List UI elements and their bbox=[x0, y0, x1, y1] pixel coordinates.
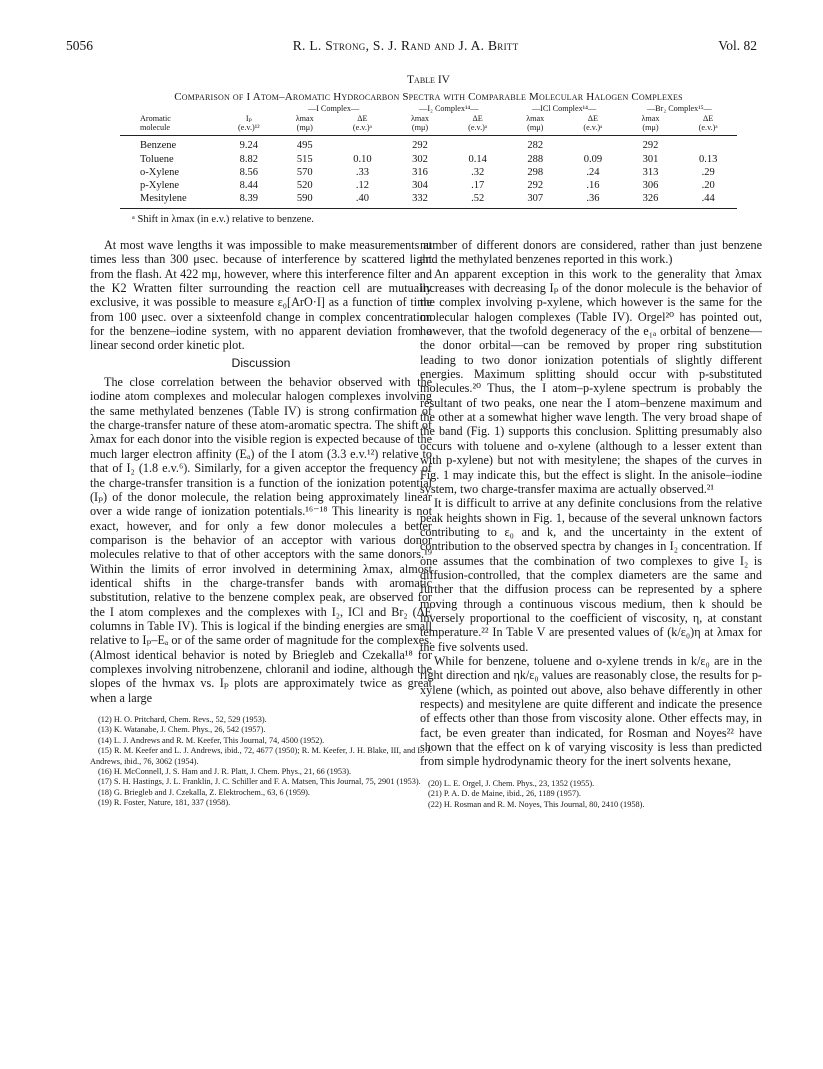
molecule-cell: Benzene bbox=[140, 140, 177, 152]
column-header: (e.v.)ᵃ bbox=[468, 122, 488, 132]
value-cell: .12 bbox=[355, 180, 369, 191]
value-cell: 520 bbox=[296, 180, 313, 191]
column-header: ΔE bbox=[587, 113, 599, 123]
value-cell bbox=[449, 136, 507, 153]
table-label: Table IV bbox=[407, 74, 450, 86]
column-header: (e.v.)¹² bbox=[237, 122, 260, 132]
value-cell bbox=[564, 136, 622, 153]
running-authors: R. L. Strong, S. J. Rand and J. A. Britt bbox=[292, 38, 519, 53]
column-header: (e.v.)ᵃ bbox=[352, 122, 372, 132]
value-cell: 304 bbox=[412, 180, 428, 191]
value-cell: 0.09 bbox=[583, 153, 603, 165]
value-cell: 282 bbox=[527, 140, 544, 152]
column-header: (mμ) bbox=[411, 122, 429, 132]
group-header: —ICl Complex¹⁴— bbox=[531, 104, 597, 113]
reference-item: (17) S. H. Hastings, J. L. Franklin, J. C. Schiller and F. A. Matsen, This Journal, 75, 2901 (1953). bbox=[98, 777, 421, 787]
body-paragraph: At most wave lengths it was impossible to make measurements at times less than 300 μsec. because of interference by scattered light from the flash. At 422 mμ, however, where this interference filter and the K2 Wratten filter surrounding the reaction cell are mutually exclusive, it was possible to measure ε₀[ArO·I] as a function of time from 100 μsec. over a sixteenfold change in complex concentration for the benzene–iodine system, with no apparent deviation from a linear second order kinetic plot. bbox=[90, 238, 432, 353]
value-cell bbox=[679, 136, 737, 153]
column-header: ΔE bbox=[357, 113, 368, 123]
body-paragraph: number of different donors are considered, rather than just benzene and the methylated benzenes reported in this work.) bbox=[420, 238, 762, 267]
value-cell: 515 bbox=[296, 153, 313, 165]
value-cell: 9.24 bbox=[239, 140, 258, 152]
column-header: λmax bbox=[641, 113, 660, 123]
reference-item: (20) L. E. Orgel, J. Chem. Phys., 23, 1352 (1955). bbox=[428, 778, 595, 788]
value-cell: .29 bbox=[701, 166, 715, 178]
table-iv bbox=[120, 74, 737, 225]
value-cell: 301 bbox=[642, 153, 659, 165]
value-cell bbox=[334, 136, 392, 153]
value-cell: 307 bbox=[527, 193, 544, 205]
body-paragraph: The close correlation between the behavior observed with the iodine atom complexes and molecular halogen complexes involving the same methylated benzenes (Table IV) is strong confirmation of the charge-transfer nature of these atom-aromatic spectra. The shift of λmax for each donor into the visible region is expected because of the much larger electron affinity (Eₐ) of the I atom (3.3 e.v.¹²) relative to that of I₂ (1.8 e.v.⁶). Similarly, for a given acceptor the frequency of the charge-transfer transition is a function of the ionization potential (Iₚ) of the donor molecule, the relation being approximately linear over a wide range of ionization potentials.¹⁶⁻¹⁸ This linearity is not exact, however, and for only a few donor molecules a better comparison is the behavior of an acceptor with various donor molecules relative to that of other acceptors with the same donors.¹⁹ Within the limits of error involved in determining λmax, almost identical shifts in the charge-transfer bands with aromatic substitution, relative to the benzene complex peak, are observed for the I atom complexes and the complexes with I₂, ICl and Br₂ (ΔE columns in Table IV). This is logical if the binding energies are small relative to Iₚ–Eₐ or of the same order of magnitude for the complexes. (Almost identical behavior is noted by Briegleb and Czekalla¹⁸ for complexes involving nitrobenzene, chloranil and iodine, although the slopes of the hνmax vs. Iₚ plots are approximately twice as great when a large bbox=[90, 375, 432, 705]
column-header: ΔE bbox=[472, 113, 483, 123]
value-cell: 8.82 bbox=[239, 153, 258, 165]
section-heading: Discussion bbox=[231, 355, 291, 370]
column-header: (mμ) bbox=[296, 122, 313, 132]
table-footnote: ᵃ Shift in λmax (in e.v.) relative to benzene. bbox=[132, 214, 314, 226]
value-cell: 495 bbox=[296, 140, 313, 152]
value-cell: .17 bbox=[471, 180, 485, 191]
group-header: —I Complex— bbox=[307, 104, 360, 113]
reference-item: (16) H. McConnell, J. S. Ham and J. R. Platt, J. Chem. Phys., 21, 66 (1953). bbox=[98, 767, 352, 777]
body-paragraph: While for benzene, toluene and o-xylene trends in k/ε₀ are in the right direction and ηk/ε₀ values are reasonably close, the results for p-xylene (which, as pointed out above, also behave differently in other respects) and mesitylene are quite different and indicate the presence of effects other than those from viscosity alone. Other effects may, in fact, be even greater than indicated, for Rosman and Noyes²² have shown that the effect on k of varying viscosity is less than predicted from simple hydrodynamic theory for the inert solvents hexane, bbox=[420, 653, 762, 769]
table-row bbox=[120, 166, 737, 179]
value-cell: 288 bbox=[527, 153, 544, 165]
value-cell: 332 bbox=[412, 193, 428, 205]
value-cell: 316 bbox=[412, 166, 428, 178]
value-cell: 590 bbox=[296, 193, 313, 205]
value-cell: 0.10 bbox=[353, 153, 372, 165]
value-cell: 302 bbox=[412, 153, 428, 165]
reference-item: (22) H. Rosman and R. M. Noyes, This Journal, 80, 2410 (1958). bbox=[428, 799, 645, 809]
column-header: λmax bbox=[526, 113, 545, 123]
reference-item: (21) P. A. D. de Maine, ibid., 26, 1189 (1957). bbox=[428, 789, 581, 799]
value-cell: 298 bbox=[527, 166, 544, 178]
value-cell: .16 bbox=[586, 180, 600, 191]
column-header: (mμ) bbox=[527, 122, 544, 132]
column-header: ΔE bbox=[703, 113, 714, 123]
column-header: (e.v.)ᵃ bbox=[698, 122, 718, 132]
column-header: Aromatic bbox=[140, 113, 171, 123]
value-cell: .52 bbox=[471, 193, 485, 205]
value-cell: .32 bbox=[471, 166, 485, 178]
column-header: (mμ) bbox=[642, 122, 659, 132]
table-row bbox=[120, 153, 737, 166]
value-cell: 313 bbox=[642, 166, 659, 178]
value-cell: 292 bbox=[412, 140, 428, 152]
right-column bbox=[420, 238, 762, 810]
value-cell: 8.56 bbox=[239, 166, 258, 178]
column-header: λmax bbox=[410, 113, 430, 123]
reference-item: (15) R. M. Keefer and L. J. Andrews, ibid., 72, 4677 (1950); R. M. Keefer, J. H. Blake, III, and L. J. Andrews, ibid., 76, 3062 (1954). bbox=[90, 746, 432, 766]
group-header: —I₂ Complex¹⁴— bbox=[419, 104, 479, 113]
table-row bbox=[120, 179, 737, 192]
value-cell: .20 bbox=[701, 180, 715, 191]
left-column bbox=[90, 238, 432, 809]
value-cell: 0.14 bbox=[468, 153, 487, 165]
reference-list bbox=[90, 715, 432, 809]
value-cell: 326 bbox=[642, 193, 659, 205]
column-header: (e.v.)ᵃ bbox=[583, 122, 603, 132]
value-cell: 8.44 bbox=[239, 180, 258, 191]
column-header: Iₚ bbox=[245, 113, 252, 123]
reference-item: (12) H. O. Pritchard, Chem. Revs., 52, 529 (1953). bbox=[98, 715, 267, 724]
body-paragraph: An apparent exception in this work to the generality that λmax increases with decreasing Iₚ of the donor molecule is the behavior of the complex involving p-xylene, which however is the same for the molecular halogen complexes (Table IV). Orgel²⁰ has pointed out, however, that the twofold degeneracy of the e₁ₐ orbital of benzene—the donor orbital—can be removed by proper ring substitution leading to two donor ionization potentials of slightly different energies. Maximum splitting should occur with p-substituted molecules.²⁰ Thus, the I atom–p-xylene spectrum is probably the resultant of two peaks, one near the I atom–benzene maximum and the other at a somewhat higher wave length. The very broad shape of the band (Fig. 1) supports this conclusion. Splitting presumably also occurs with toluene and o-xylene (although to a lesser extent than with p-xylene) but not with mesitylene; the shapes of the curves in Fig. 1 may indicate this, but the effect is slight. In the anisole–iodine system, two charge-transfer maxima are actually observed.²¹ bbox=[420, 266, 762, 496]
table-title: Comparison of I Atom–Aromatic Hydrocarbon Spectra with Comparable Molecular Halogen Complexes bbox=[174, 91, 683, 103]
body-paragraph: It is difficult to arrive at any definite conclusions from the relative peak heights shown in Fig. 1, because of the several unknown factors contributing to ε₀ and k, and the uncertainty in the extent of contribution to the observed spectra by changes in I₂ concentration. If one assumes that the combination of two complexes to give I₂ is diffusion-controlled, that the complex diameters are the same and further that the diffusion process can be represented by a sphere moving through a continuous viscous medium, then k should be inversely proportional to the coefficient of viscosity, η, at constant temperature.²² In Table V are presented values of (k/ε₀)η at λmax for the five solvents used. bbox=[420, 496, 762, 654]
molecule-cell: Mesitylene bbox=[140, 193, 187, 205]
page-number: 5056 bbox=[66, 38, 93, 53]
value-cell: 8.39 bbox=[239, 193, 258, 205]
column-header: λmax bbox=[295, 113, 314, 123]
reference-item: (18) G. Briegleb and J. Czekalla, Z. Elektrochem., 63, 6 (1959). bbox=[98, 787, 310, 797]
data-table bbox=[120, 105, 737, 209]
value-cell: .24 bbox=[586, 166, 600, 178]
value-cell: .36 bbox=[586, 193, 600, 205]
group-header: —Br₂ Complex¹⁵— bbox=[646, 104, 712, 113]
molecule-cell: p-Xylene bbox=[140, 180, 180, 191]
molecule-cell: Toluene bbox=[140, 153, 174, 165]
value-cell: .44 bbox=[701, 193, 715, 205]
page-header bbox=[66, 38, 757, 56]
volume-label: Vol. 82 bbox=[718, 38, 757, 53]
reference-list bbox=[420, 779, 762, 810]
value-cell: .40 bbox=[355, 193, 369, 205]
reference-item: (19) R. Foster, Nature, 181, 337 (1958). bbox=[98, 798, 231, 808]
molecule-cell: o-Xylene bbox=[140, 166, 180, 178]
value-cell: 570 bbox=[296, 166, 313, 178]
value-cell: 292 bbox=[642, 140, 659, 152]
value-cell: 306 bbox=[642, 180, 659, 191]
value-cell: 0.13 bbox=[698, 153, 718, 165]
table-row bbox=[120, 136, 737, 153]
value-cell: .33 bbox=[355, 166, 369, 178]
reference-item: (14) L. J. Andrews and R. M. Keefer, This Journal, 74, 4500 (1952). bbox=[98, 735, 325, 745]
value-cell: 292 bbox=[527, 180, 544, 191]
reference-item: (13) K. Watanabe, J. Chem. Phys., 26, 542 (1957). bbox=[98, 725, 266, 735]
column-header: molecule bbox=[140, 122, 171, 132]
table-row bbox=[120, 192, 737, 209]
